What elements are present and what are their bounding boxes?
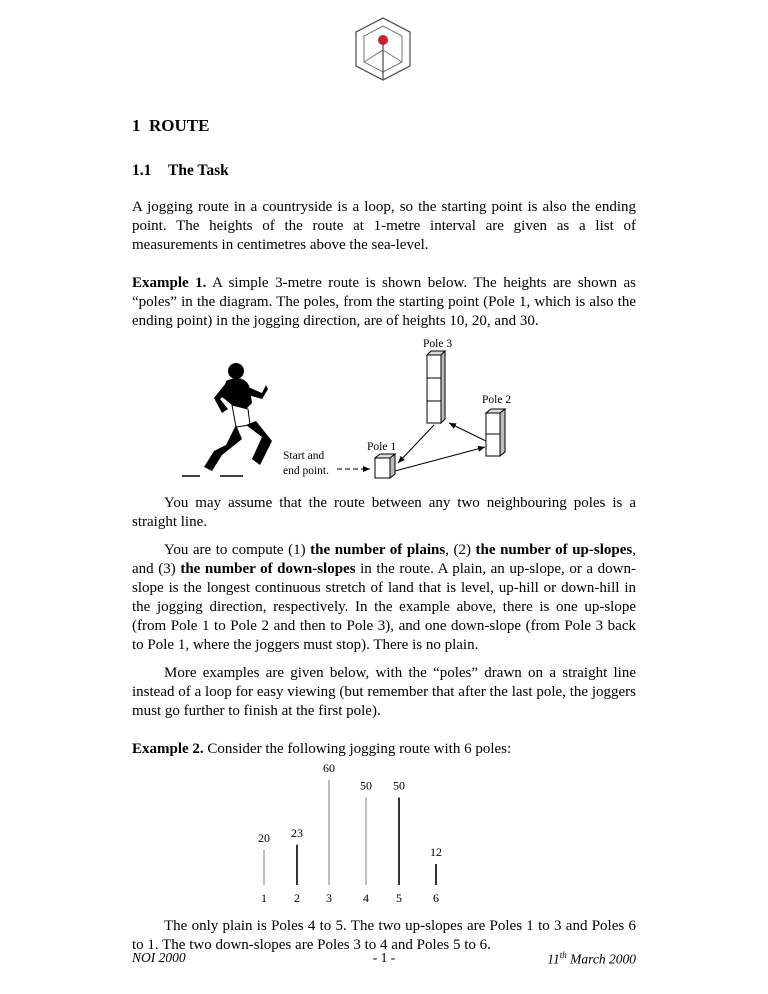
- pole-height-label: 20: [258, 831, 270, 845]
- more-text: More examples are given below, with the “poles” drawn on a straight line instead of a loop for easy viewing (but remember that after the last pole, the joggers must go further to finish at the first pole).: [132, 665, 636, 719]
- pole-height-label: 23: [291, 825, 303, 840]
- start-label-line1: Start and: [283, 450, 325, 462]
- compute-text: , (2): [445, 542, 476, 558]
- compute-text: , and (3): [132, 542, 636, 577]
- compute-bold-upslopes: the number of up-slopes: [475, 542, 633, 558]
- subsection-number: 1.1: [132, 162, 152, 179]
- pole-index-label: 1: [261, 891, 267, 905]
- pole-height-label: 50: [360, 778, 372, 793]
- pole1-box: [375, 454, 395, 478]
- section-title: ROUTE: [149, 116, 210, 135]
- assume-text: You may assume that the route between any two neighbouring poles is a straight line.: [132, 495, 636, 530]
- footer-date-rest: March 2000: [566, 951, 636, 967]
- runner-silhouette: [182, 363, 272, 476]
- footer-date: [547, 950, 636, 968]
- compute-bold-plains: the number of plains: [310, 542, 446, 558]
- footer-date-suffix: th: [559, 950, 567, 960]
- example1-paragraph: [132, 274, 636, 331]
- start-label-line2: end point.: [283, 465, 329, 477]
- footer-page-number: - 1 -: [372, 950, 396, 965]
- pole-index-label: 3: [326, 891, 332, 905]
- subsection-title: The Task: [168, 162, 229, 179]
- arrow-pole3-to-pole1: [398, 425, 434, 463]
- example1-label: Example 1.: [132, 275, 207, 291]
- pole3-box: [427, 351, 445, 423]
- pole3-label: Pole 3: [423, 338, 453, 350]
- pole2-label: Pole 2: [482, 394, 512, 406]
- pole2-box: [486, 409, 505, 456]
- pole1-label: Pole 1: [367, 441, 397, 453]
- arrow-pole2-to-pole3: [449, 423, 486, 441]
- section-number: 1: [132, 116, 141, 135]
- example2-label: Example 2.: [132, 741, 204, 757]
- document-body: [132, 115, 636, 955]
- pole-height-label: 50: [393, 778, 405, 793]
- route-loop-figure: [132, 335, 636, 485]
- example1-text: A simple 3-metre route is shown below. The heights are shown as “poles” in the diagram. The poles, from the starting point (Pole 1, which is also the ending point) in the jogging direction, are of heights 10, 20, and 30.: [132, 275, 636, 329]
- footer-left: NOI 2000: [132, 950, 186, 965]
- subsection-heading: [132, 161, 636, 181]
- result-text: The only plain is Poles 4 to 5. The two up-slopes are Poles 1 to 3 and Poles 6 to 1. The two down-slopes are Poles 3 to 4 and Poles 5 to 6.: [132, 918, 636, 953]
- pole-index-label: 5: [396, 891, 402, 905]
- compute-paragraph: [132, 541, 636, 655]
- pole-height-label: 60: [323, 763, 335, 775]
- intro-text: A jogging route in a countryside is a loop, so the starting point is also the ending point. The heights of the route at 1-metre interval are given as a list of measurements in centimetres above the sea-level.: [132, 199, 636, 253]
- compute-text: You are to compute (1): [164, 542, 311, 558]
- pole-index-label: 2: [294, 891, 300, 905]
- example2-text: Consider the following jogging route with 6 poles:: [203, 741, 512, 757]
- more-paragraph: [132, 664, 636, 721]
- example2-paragraph: [132, 740, 636, 759]
- compute-bold-downslopes: the number of down-slopes: [180, 561, 356, 577]
- footer-date-day: 11: [547, 951, 560, 967]
- arrow-pole1-to-pole2: [395, 447, 485, 471]
- intro-paragraph: [132, 198, 636, 255]
- pole-index-label: 4: [363, 891, 369, 905]
- pole-index-label: 6: [433, 891, 439, 905]
- compute-text: in the route. A plain, an up-slope, or a down-slope is the longest continuous stretch of land that is level, up-hill or down-hill in the jogging direction, respectively. In the example above, there is one up-slope (from Pole 1 to Pole 2 and then to Pole 3), and one down-slope (from Pole 3 back to Pole 1, where the joggers must stop). There is no plain.: [132, 561, 637, 653]
- logo: [350, 14, 416, 86]
- pole-height-label: 12: [430, 845, 442, 859]
- pole-heights-figure: [132, 763, 636, 908]
- section-heading: [132, 115, 636, 137]
- assume-paragraph: [132, 494, 636, 532]
